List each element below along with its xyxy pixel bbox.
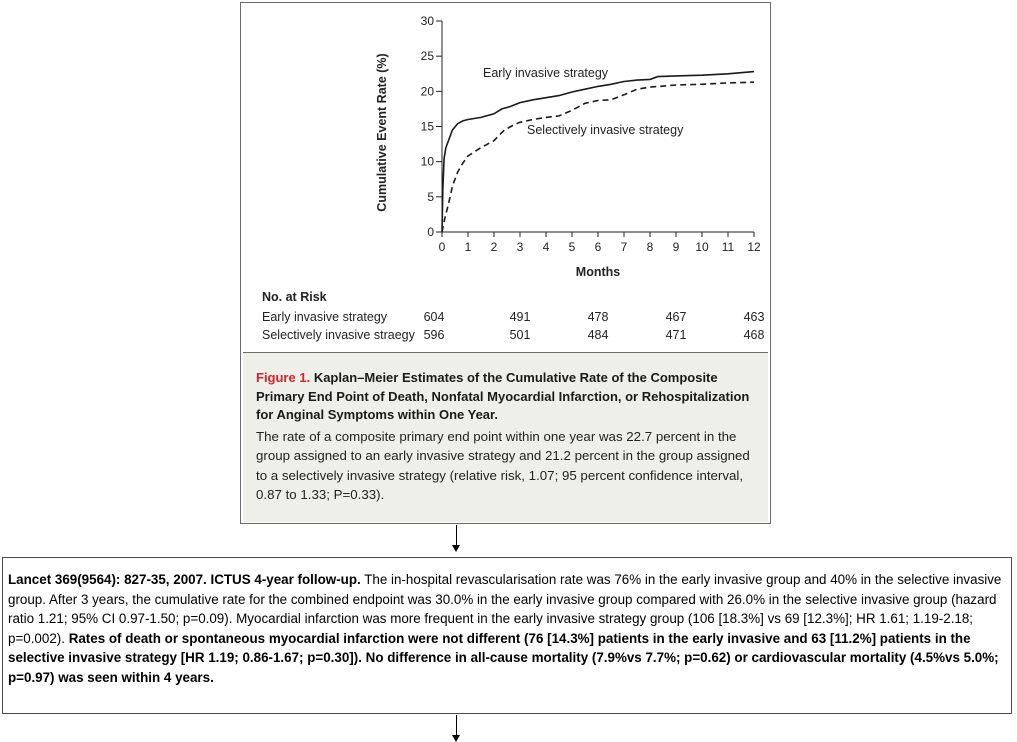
x-tick-label-3: 3	[516, 240, 524, 254]
at-risk-value-0-4: 463	[743, 310, 765, 324]
caption-label: Figure 1.	[256, 370, 311, 385]
annotation-selectively-invasive: Selectively invasive strategy	[527, 123, 684, 137]
at-risk-value-1-4: 468	[743, 328, 765, 342]
x-tick-label-12: 12	[747, 240, 761, 254]
at-risk-value-1-0: 596	[423, 328, 445, 342]
x-tick-label-1: 1	[464, 240, 472, 254]
note-reference: Lancet 369(9564): 827-35, 2007. ICTUS 4-year follow-up.	[8, 572, 361, 587]
x-tick-label-5: 5	[568, 240, 576, 254]
y-tick-label-5: 5	[427, 189, 434, 204]
km-chart	[241, 3, 770, 351]
at-risk-value-0-1: 491	[509, 310, 531, 324]
series-line-selectively-invasive	[442, 82, 754, 232]
x-tick-label-2: 2	[490, 240, 498, 254]
at-risk-value-0-2: 478	[587, 310, 609, 324]
series-line-early-invasive	[442, 72, 754, 232]
y-tick-label-10: 10	[420, 154, 434, 169]
note-text: The in-hospital revascularisation rate was 76% in the early invasive group and 40% in the selective invasive group. After 3 years, the cumulative rate for the combined endpoint was 30.0% in the early invasive group compared with 26.0% in the selective invasive group (hazard ratio 1.21; 95% CI 0.97-1.50; p=0.09). Myocardial infarction was more frequent in the early invasive strategy group (106 [18.3%] vs 69 [12.3%]; HR 1.61; 1.19-2.18; p=0.002).	[8, 572, 1002, 646]
arrowhead-top	[452, 545, 460, 552]
x-tick-label-8: 8	[646, 240, 654, 254]
at-risk-value-0-3: 467	[665, 310, 687, 324]
at-risk-title: No. at Risk	[262, 290, 327, 304]
at-risk-value-1-2: 484	[587, 328, 609, 342]
caption-body: The rate of a composite primary end point within one year was 22.7 percent in the group assigned to an early invasive strategy and 21.2 percent in the group assigned to a selectively invasive strategy (relative risk, 1.07; 95 percent confidence interval, 0.87 to 1.33; P=0.33).	[256, 428, 750, 502]
at-risk-value-1-3: 471	[665, 328, 687, 342]
x-tick-label-0: 0	[438, 240, 446, 254]
x-tick-label-6: 6	[594, 240, 602, 254]
figure-panel	[240, 2, 771, 524]
figure-caption	[243, 352, 768, 522]
x-tick-label-10: 10	[695, 240, 709, 254]
y-tick-label-30: 30	[420, 14, 434, 28]
y-tick-label-0: 0	[427, 225, 434, 239]
x-tick-label-7: 7	[620, 240, 628, 254]
x-tick-label-11: 11	[721, 240, 735, 254]
at-risk-row-label-0: Early invasive strategy	[262, 310, 388, 324]
x-tick-label-9: 9	[672, 240, 680, 254]
y-tick-label-25: 25	[420, 49, 434, 64]
at-risk-value-1-1: 501	[509, 328, 531, 342]
note-bold-2: No difference in all-cause mortality (7.9%vs 7.7%; p=0.62) or cardiovascular mortality (4.5%vs 5.0%; p=0.97) was seen within 4 years.	[8, 650, 999, 685]
y-tick-label-15: 15	[420, 119, 434, 134]
y-tick-label-20: 20	[420, 84, 434, 99]
arrow-line-bottom	[456, 715, 457, 735]
caption-title-text: Kaplan–Meier Estimates of the Cumulative Rate of the Composite Primary End Point of Death, Nonfatal Myocardial Infarction, or Rehospitalization for Anginal Symptoms within One Year.	[256, 370, 750, 422]
x-axis-label: Months	[575, 265, 621, 279]
x-tick-label-4: 4	[542, 240, 550, 254]
note-bold-1: Rates of death or spontaneous myocardial infarction were not different (76 [14.3%] patients in the early invasive and 63 [11.2%] patients in the selective invasive strategy [HR 1.19; 0.86-1.67; p=0.30]).	[8, 630, 971, 666]
at-risk-row-label-1: Selectively invasive straegy	[262, 328, 415, 342]
caption-title	[256, 369, 756, 425]
arrowhead-bottom	[452, 735, 460, 742]
annotation-early-invasive: Early invasive strategy	[483, 66, 609, 80]
y-axis-label: Cumulative Event Rate (%)	[375, 53, 389, 212]
followup-note	[2, 557, 1012, 714]
at-risk-value-0-0: 604	[423, 310, 445, 324]
arrow-line-top	[456, 525, 457, 545]
